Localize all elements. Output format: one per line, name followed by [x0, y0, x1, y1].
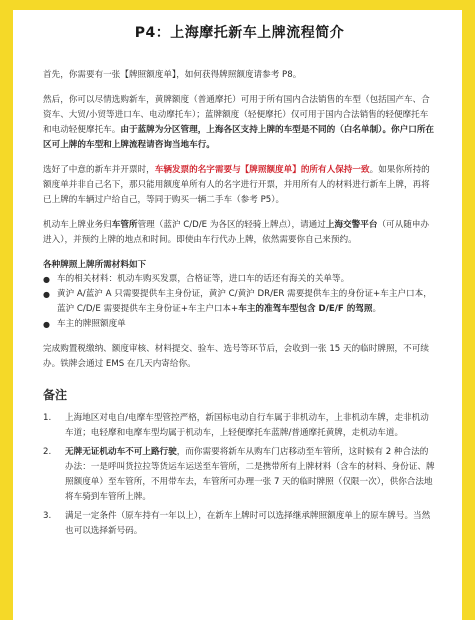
list-item: 1. 上海地区对电自/电摩车型管控严格，新国标电动自行车属于非机动车，上非机动车牌，走非机动车道；电轻摩和电摩车型均属于机动车，上轻便摩托车蓝牌/普通摩托黄牌，走机动车道。	[43, 413, 429, 438]
notes-heading: 备注	[43, 388, 68, 402]
invoice-name-warning: 车辆发票的名字需要与【牌照额度单】的所有人保持一致	[154, 165, 370, 175]
model-paragraph: 然后，你可以尽情选购新车，黄牌额度（普通摩托）可用于所有国内合法销售的车型（包括国产车、合资车、大贸/小贸等进口车、电动摩托车）；蓝牌额度（轻便摩托）仅可用于国内合法销售的轻便摩托车和电动轻便摩托车。由于蓝牌为分区管理，上海各区支持上牌的车型是不同的（白名单制）。你户口所在区可上牌的车型和上牌流程请咨询当地车行。	[43, 95, 435, 150]
list-item: ● 黄沪 A/蓝沪 A 只需要提供车主身份证，黄沪 C/黄沪 DR/ER 需要提供车主的身份证+车主户口本，蓝沪 C/D/E 需要提供车主身份证+车主户口本+车主的准驾车型包含 D/E/F 的驾照。	[43, 289, 432, 314]
intro-paragraph: 首先，你需要有一张【牌照额度单】，如何获得牌照额度请参考 P8。	[43, 70, 302, 80]
traffic-platform-term: 上海交警平台	[325, 220, 378, 230]
bullet-icon: ●	[43, 290, 50, 299]
list-item: ● 车主的牌照额度单	[43, 317, 436, 332]
document-page	[13, 10, 462, 620]
temp-plate-paragraph: 完成购置税缴纳、额度审核、材料提交、验车、选号等环节后，会收到一张 15 天的临时牌照，不可续办。铁牌会通过 EMS 在几天内寄给你。	[43, 344, 429, 369]
page-title: P4：上海摩托新车上牌流程简介	[134, 25, 345, 41]
materials-list	[43, 272, 436, 332]
blue-plate-note: 由于蓝牌为分区管理，上海各区支持上牌的车型是不同的（白名单制）。你户口所在区可上牌的车型和上牌流程请咨询当地车行。	[43, 125, 435, 150]
notes-list	[43, 411, 436, 539]
list-item: 2. 无牌无证机动车不可上路行驶，而你需要将新车从购车门店移动至车管所，这时候有 2 种合法的办法：一是呼叫货拉拉等货运车运送至车管所，二是携带所有上牌材料（含车的材料、身份证、牌照额度单）至车管所，不用带车去，车管所可办理一张 7 天的临时牌照（仅限一次），供你合法地将车骑到车管所上牌。	[43, 447, 435, 502]
bullet-icon: ●	[43, 275, 50, 284]
bullet-icon: ●	[43, 320, 50, 329]
list-item: ● 车的相关材料：机动车购买发票，合格证等，进口车的话还有海关的关单等。	[43, 272, 436, 287]
vehicle-office-term: 车管所	[111, 220, 138, 230]
invoice-paragraph: 选好了中意的新车并开票时，车辆发票的名字需要与【牌照额度单】的所有人保持一致。如果你所持的额度单并非自己名下，那只能用额度单所有人的名字进行开票，并用所有人的材料进行新车上牌，再将已上牌的车辆过户给自己，等同于购买一辆二手车（参考 P5）。	[43, 165, 430, 205]
booking-paragraph: 机动车上牌业务归车管所管理（蓝沪 C/D/E 为各区的轻骑上牌点），请通过上海交警平台（可从随申办进入），并预约上牌的地点和时间。即使由车行代办上牌，依然需要你自己来预约。	[43, 220, 430, 245]
list-item: 3. 满足一定条件（原车持有一年以上），在新车上牌时可以选择继承牌照额度单上的原车牌号。当然也可以选择新号码。	[43, 511, 431, 536]
materials-heading: 各种牌照上牌所需材料如下	[43, 260, 147, 270]
